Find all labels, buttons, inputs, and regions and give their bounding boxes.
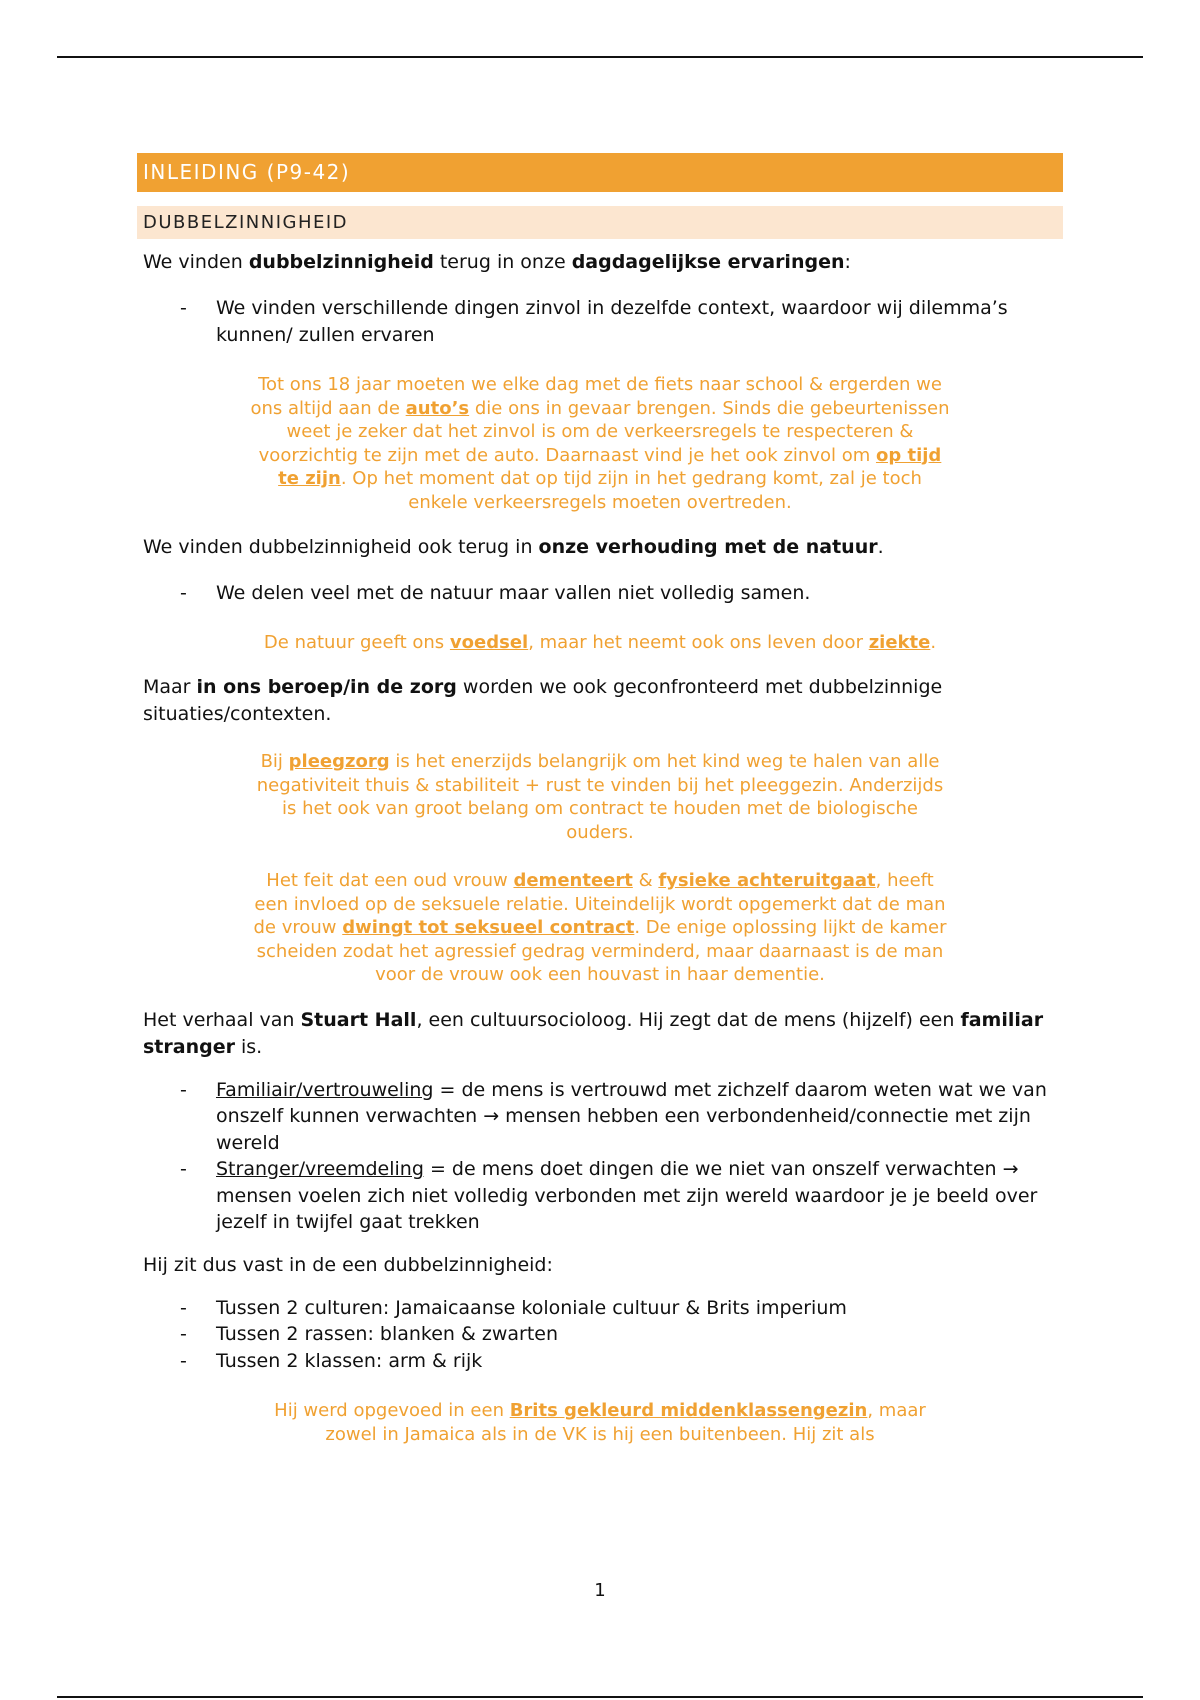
example-stuart-hall: Hij werd opgevoed in een Brits gekleurd middenklassengezin, maar zowel in Jamaica als in de VK is hij een buitenbeen. Hij zit als (274, 1400, 926, 1445)
header-rule (57, 56, 1143, 58)
subheading-dubbelzinnigheid: DUBBELZINNIGHEID (137, 206, 1063, 239)
list-item: - We vinden verschillende dingen zinvol in dezelfde context, waardoor wij dilemma’s kunnen/ zullen ervaren (180, 297, 1008, 346)
heading-inleiding: INLEIDING (P9-42) (137, 153, 1063, 192)
paragraph-2: We vinden dubbelzinnigheid ook terug in onze verhouding met de natuur. (143, 536, 884, 558)
document-body (137, 153, 1063, 1446)
list-2 (137, 580, 1063, 607)
example-nature: De natuur geeft ons voedsel, maar het neemt ook ons leven door ziekte. (263, 631, 937, 653)
paragraph-1: We vinden dubbelzinnigheid terug in onze dagdagelijkse ervaringen: (143, 251, 851, 273)
footer-rule (57, 1696, 1143, 1698)
example-foster-care: Bij pleegzorg is het enerzijds belangrijk om het kind weg te halen van alle negativiteit thuis & stabiliteit + rust te vinden bij het pleeggezin. Anderzijds is het ook van groot belang om contract te houden met de biologische ouders. (256, 751, 944, 843)
list-item: - Tussen 2 klassen: arm & rijk (180, 1349, 483, 1372)
list-item: - Tussen 2 rassen: blanken & zwarten (180, 1323, 559, 1345)
example-traffic: Tot ons 18 jaar moeten we elke dag met de fiets naar school & ergerden we ons altijd aan de auto’s die ons in gevaar brengen. Sinds die gebeurtenissen weet je zeker dat het zinvol is om de verkeersregels te respecteren & voorzichtig te zijn met de auto. Daarnaast vind je het ook zinvol om op tijd te zijn. Op het moment dat op tijd zijn in het gedrang komt, zal je toch enkele verkeersregels moeten overtreden. (250, 374, 950, 513)
list-item: - We delen veel met de natuur maar vallen niet volledig samen. (180, 582, 811, 604)
list-4 (137, 1295, 1063, 1375)
list-3 (137, 1077, 1063, 1236)
paragraph-4: Het verhaal van Stuart Hall, een cultuursocioloog. Hij zegt dat de mens (hijzelf) een familiar stranger is. (143, 1008, 1044, 1058)
page-number: 1 (594, 1580, 606, 1601)
list-item: - Familiair/vertrouweling = de mens is vertrouwd met zichzelf daarom weten wat we van onszelf kunnen verwachten → mensen hebben een verbondenheid/connectie met zijn wereld (180, 1078, 1047, 1154)
paragraph-3: Maar in ons beroep/in de zorg worden we ook geconfronteerd met dubbelzinnige situaties/contexten. (143, 676, 943, 725)
example-dementia: Het feit dat een oud vrouw dementeert & fysieke achteruitgaat, heeft een invloed op de seksuele relatie. Uiteindelijk wordt opgemerkt dat de man de vrouw dwingt tot seksueel contract. De enige oplossing lijkt de kamer scheiden zodat het agressief gedrag verminderd, maar daarnaast is de man voor de vrouw ook een houvast in haar dementie. (253, 870, 947, 985)
list-item: - Tussen 2 culturen: Jamaicaanse koloniale cultuur & Brits imperium (180, 1296, 847, 1319)
list-1 (137, 295, 1063, 348)
paragraph-5: Hij zit dus vast in de een dubbelzinnigheid: (143, 1253, 553, 1276)
list-item: - Stranger/vreemdeling = de mens doet dingen die we niet van onszelf verwachten → mensen voelen zich niet volledig verbonden met zijn wereld waardoor je je beeld over jezelf in twijfel gaat trekken (180, 1158, 1038, 1233)
